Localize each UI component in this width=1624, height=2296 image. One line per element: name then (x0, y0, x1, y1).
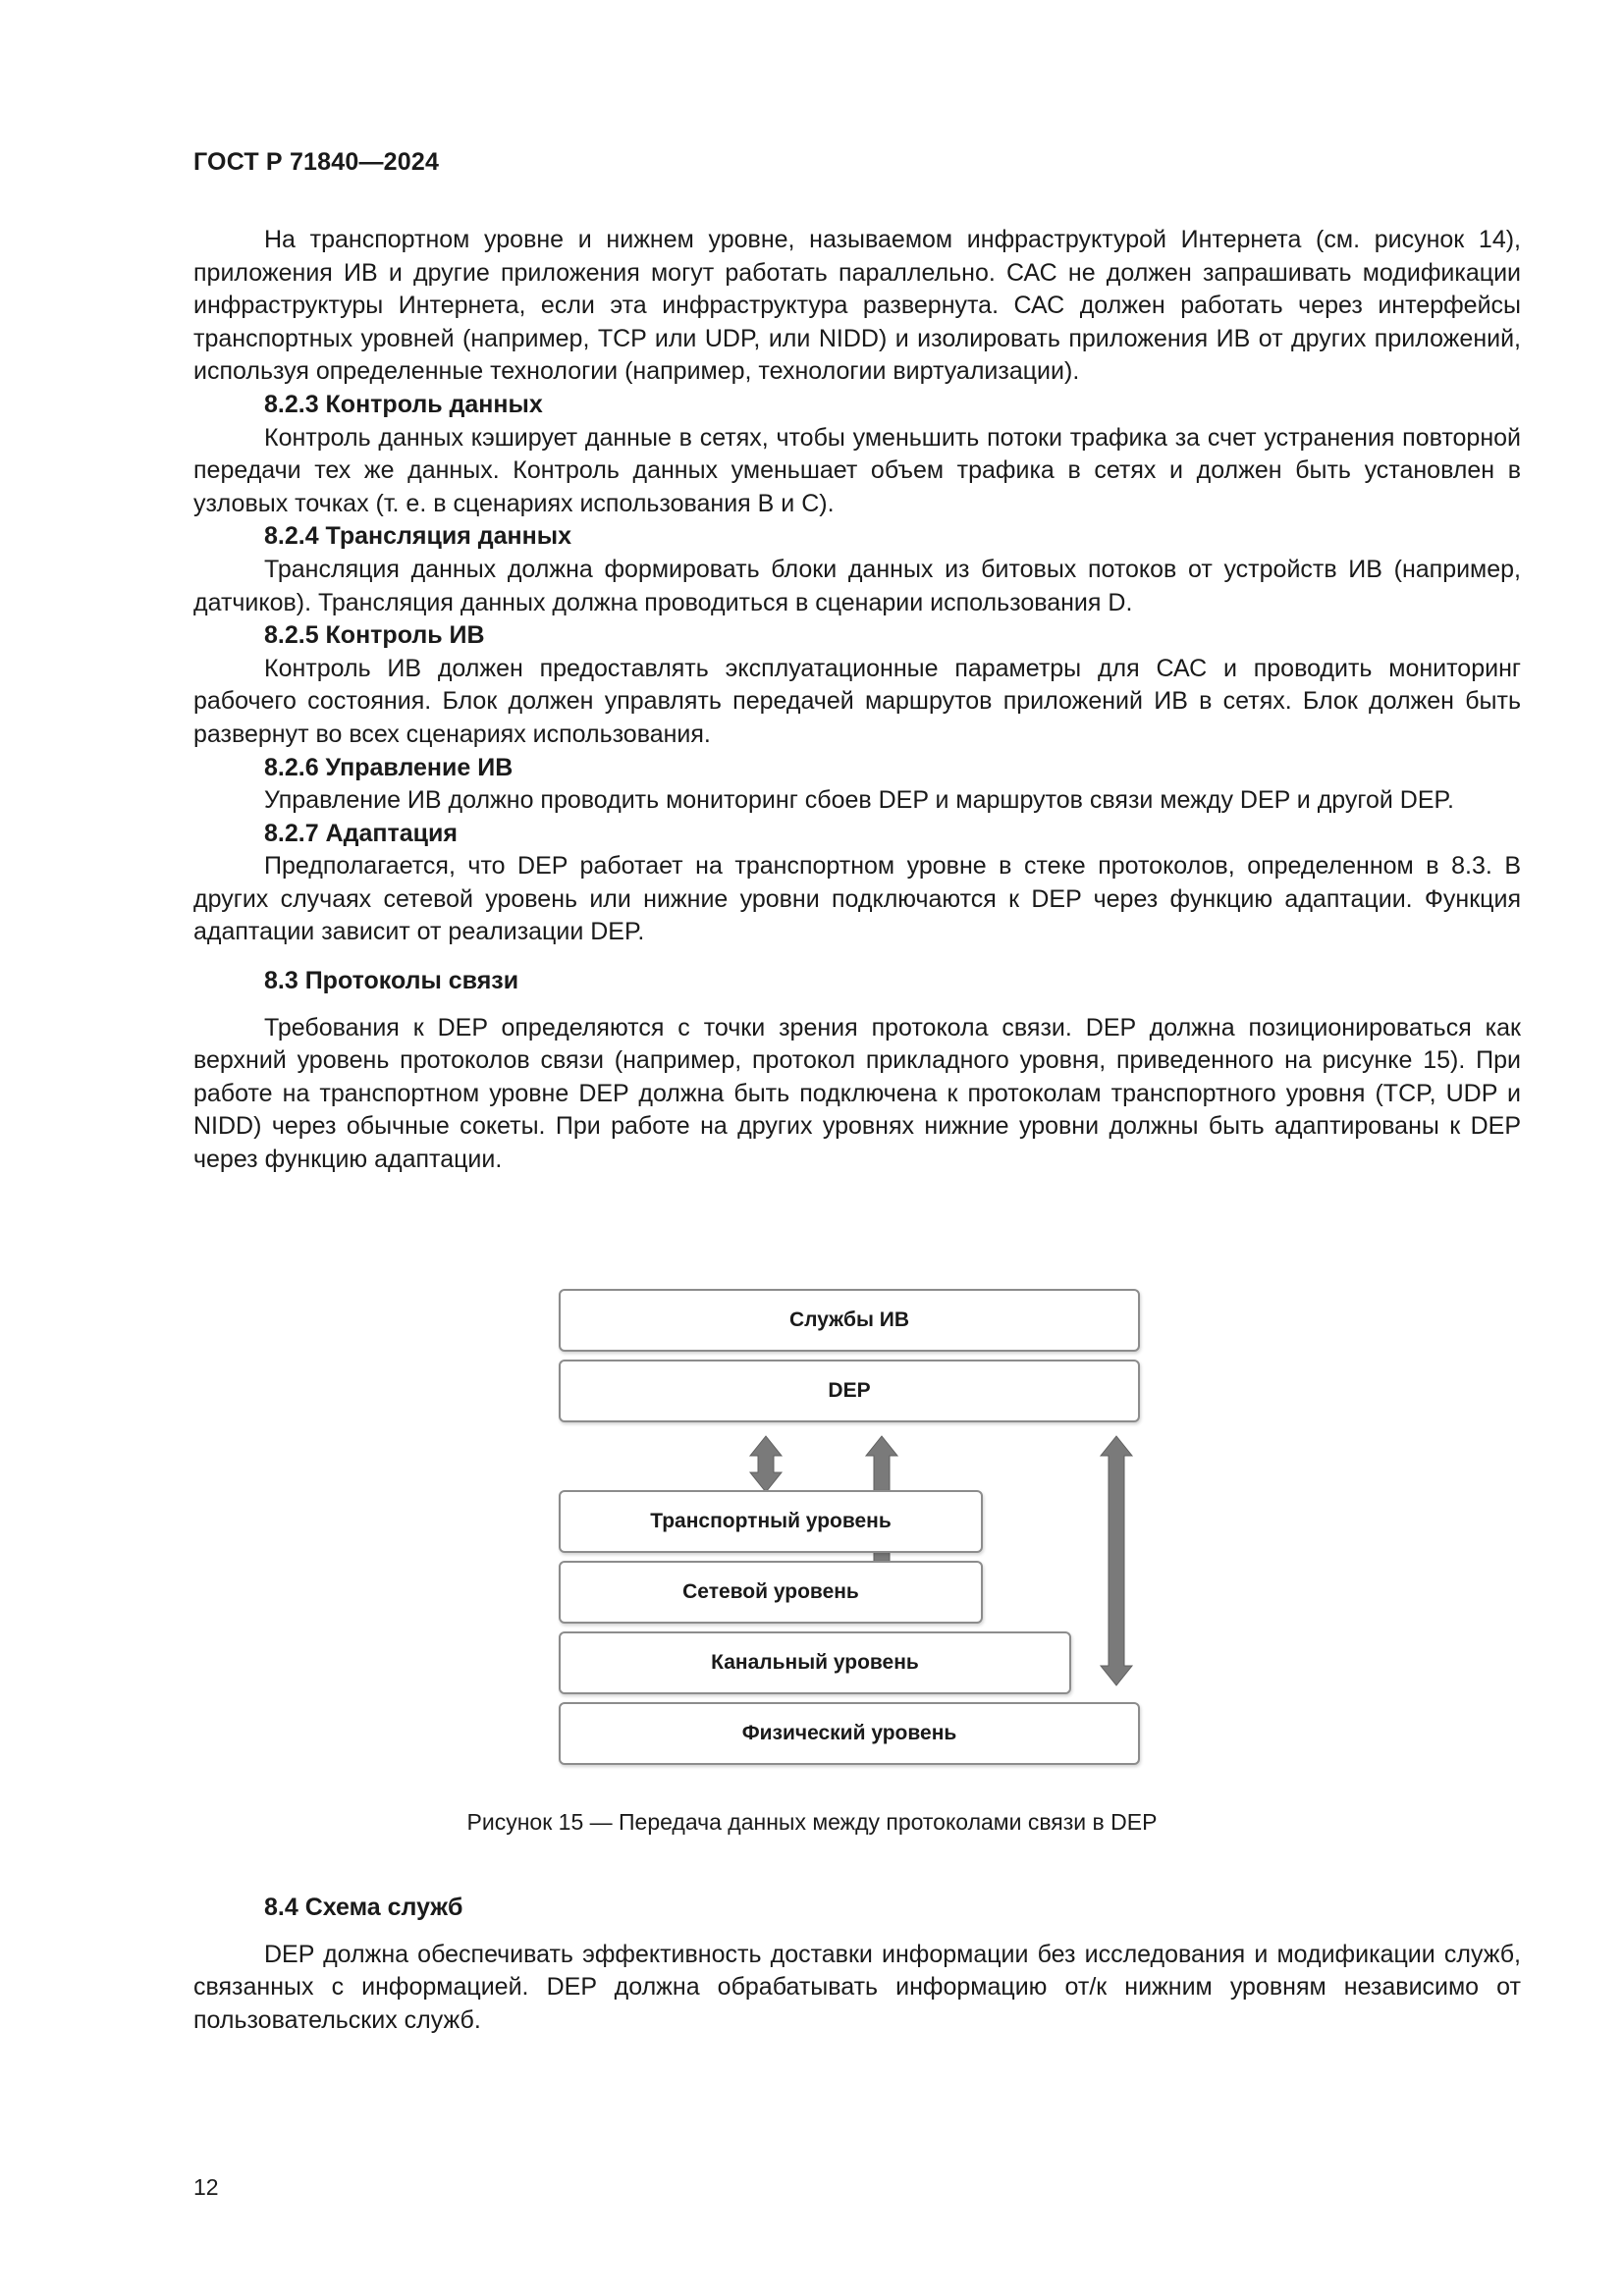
document-header: ГОСТ Р 71840—2024 (193, 148, 440, 176)
section-8-4 (193, 1892, 1521, 2037)
body-text (193, 224, 1521, 1177)
heading-8-2-6: 8.2.6 Управление ИВ (264, 753, 514, 781)
heading-8-2-3: 8.2.3 Контроль данных (264, 390, 543, 418)
paragraph-8-2-6: Управление ИВ должно проводить мониторинг сбоев DEP и маршрутов связи между DEP и другой DEP. (264, 786, 1454, 815)
paragraph-8-2-4: Трансляция данных должна формировать блоки данных из битовых потоков от устройств ИВ (например, датчиков). Трансляция данных должна проводиться в сценарии использования D. (193, 555, 1521, 616)
figure-caption: Рисунок 15 — Передача данных между протоколами связи в DEP (466, 1809, 1158, 1835)
arrow-dep-link-shape (1101, 1436, 1132, 1685)
page-number: 12 (193, 2174, 219, 2200)
arrow-dep-link (1101, 1436, 1132, 1685)
arrow-dep-transport (750, 1436, 782, 1492)
layer-physical: Физический уровень (559, 1702, 1140, 1765)
paragraph-8-2-7: Предполагается, что DEP работает на транспортном уровне в стеке протоколов, определенном в 8.3. В других случаях сетевой уровень или нижние уровни подключаются к DEP через функцию адаптации. Функция адаптации зависит от реализации DEP. (193, 852, 1521, 946)
paragraph-8-2-5: Контроль ИВ должен предоставлять эксплуатационные параметры для САС и проводить мониторинг рабочего состояния. Блок должен управлять передачей маршрутов приложений ИВ в сетях. Блок должен быть развернут во всех сценариях использования. (193, 654, 1521, 748)
protocol-stack-figure (559, 1289, 1148, 1770)
heading-8-2-5: 8.2.5 Контроль ИВ (264, 621, 485, 650)
heading-8-4: 8.4 Схема служб (264, 1894, 463, 1921)
layer-transport: Транспортный уровень (559, 1490, 983, 1553)
heading-8-2-7: 8.2.7 Адаптация (264, 819, 458, 847)
paragraph-8-4: DEP должна обеспечивать эффективность доставки информации без исследования и модификации служб, связанных с информацией. DEP должна обрабатывать информацию от/к нижним уровням независимо от пользовательских служб. (193, 1940, 1521, 2034)
layer-network: Сетевой уровень (559, 1561, 983, 1624)
layer-iot-services: Службы ИВ (559, 1289, 1140, 1352)
heading-8-2-4: 8.2.4 Трансляция данных (264, 522, 572, 551)
arrow-dep-transport-shape (750, 1436, 782, 1492)
layer-dep: DEP (559, 1360, 1140, 1422)
layer-link: Канальный уровень (559, 1631, 1071, 1694)
heading-8-3: 8.3 Протоколы связи (264, 967, 519, 995)
paragraph-8-3: Требования к DEP определяются с точки зрения протокола связи. DEP должна позиционироваться как верхний уровень протоколов связи (например, протокол прикладного уровня, приведенного на рисунке 15). При работе на транспортном уровне DEP должна быть подключена к протоколам транспортного уровня (TCP, UDP и NIDD) через обычные сокеты. При работе на других уровнях нижние уровни должны быть адаптированы к DEP через функцию адаптации. (193, 1013, 1521, 1174)
paragraph-intro: На транспортном уровне и нижнем уровне, называемом инфраструктурой Интернета (см. рисунок 14), приложения ИВ и другие приложения могут работать параллельно. САС не должен запрашивать модификации инфраструктуры Интернета, если эта инфраструктура развернута. САС должен работать через интерфейсы транспортных уровней (например, TCP или UDP, или NIDD) и изолировать приложения ИВ от других приложений, используя определенные технологии (например, технологии виртуализации). (193, 226, 1521, 386)
paragraph-8-2-3: Контроль данных кэширует данные в сетях, чтобы уменьшить потоки трафика за счет устранения повторной передачи тех же данных. Контроль данных уменьшает объем трафика в сетях и должен быть установлен в узловых точках (т. е. в сценариях использования В и С). (193, 423, 1521, 517)
